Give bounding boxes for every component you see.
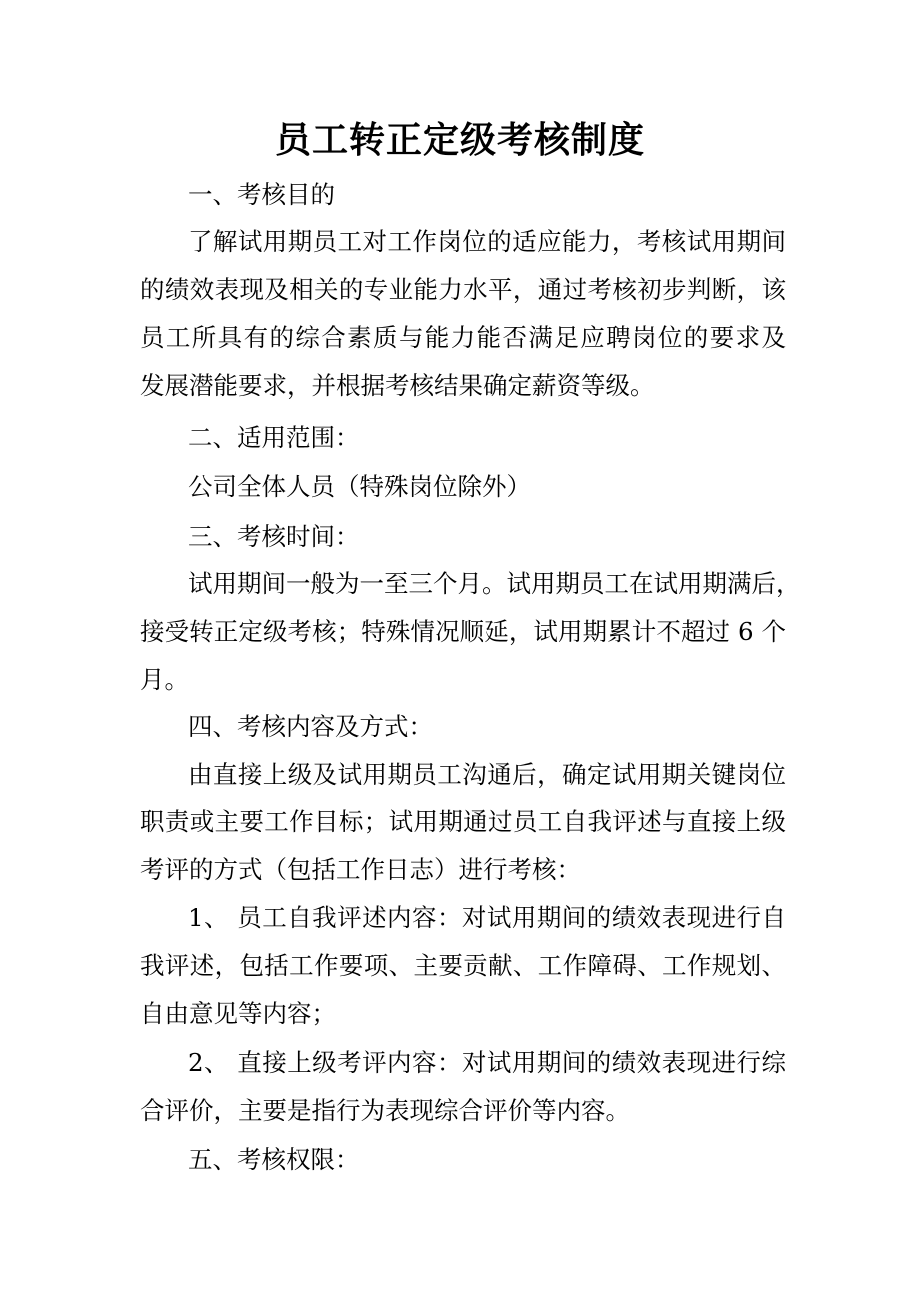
- section-heading: 一、考核目的: [188, 180, 335, 209]
- list-item-line: 自由意见等内容；: [140, 999, 336, 1028]
- section-heading: 五、考核权限：: [188, 1145, 360, 1174]
- list-item-line: 1、 员工自我评述内容：对试用期间的绩效表现进行自: [188, 903, 786, 932]
- section-heading: 二、适用范围：: [188, 423, 360, 452]
- paragraph-line: 了解试用期员工对工作岗位的适应能力，考核试用期间: [188, 227, 786, 256]
- document-title: 员工转正定级考核制度: [274, 119, 645, 161]
- paragraph-line: 月。: [140, 665, 189, 694]
- list-item-line: 2、 直接上级考评内容：对试用期间的绩效表现进行综: [188, 1048, 786, 1077]
- list-item-line: 合评价，主要是指行为表现综合评价等内容。: [140, 1096, 630, 1125]
- paragraph-line: 公司全体人员（特殊岗位除外）: [188, 472, 531, 501]
- paragraph-line: 发展潜能要求，并根据考核结果确定薪资等级。: [140, 371, 655, 400]
- paragraph-line: 试用期间一般为一至三个月。试用期员工在试用期满后，: [188, 569, 801, 598]
- paragraph-line: 职责或主要工作目标；试用期通过员工自我评述与直接上级: [140, 807, 786, 836]
- paragraph-line: 由直接上级及试用期员工沟通后，确定试用期关键岗位: [188, 760, 786, 789]
- section-heading: 四、考核内容及方式：: [188, 712, 433, 741]
- paragraph-line: 接受转正定级考核；特殊情况顺延，试用期累计不超过 6 个: [140, 617, 786, 646]
- paragraph-line: 考评的方式（包括工作日志）进行考核：: [140, 855, 581, 884]
- list-item-line: 我评述，包括工作要项、主要贡献、工作障碍、工作规划、: [140, 951, 786, 980]
- paragraph-line: 员工所具有的综合素质与能力能否满足应聘岗位的要求及: [140, 323, 786, 352]
- paragraph-line: 的绩效表现及相关的专业能力水平，通过考核初步判断，该: [140, 275, 786, 304]
- section-heading: 三、考核时间：: [188, 522, 360, 551]
